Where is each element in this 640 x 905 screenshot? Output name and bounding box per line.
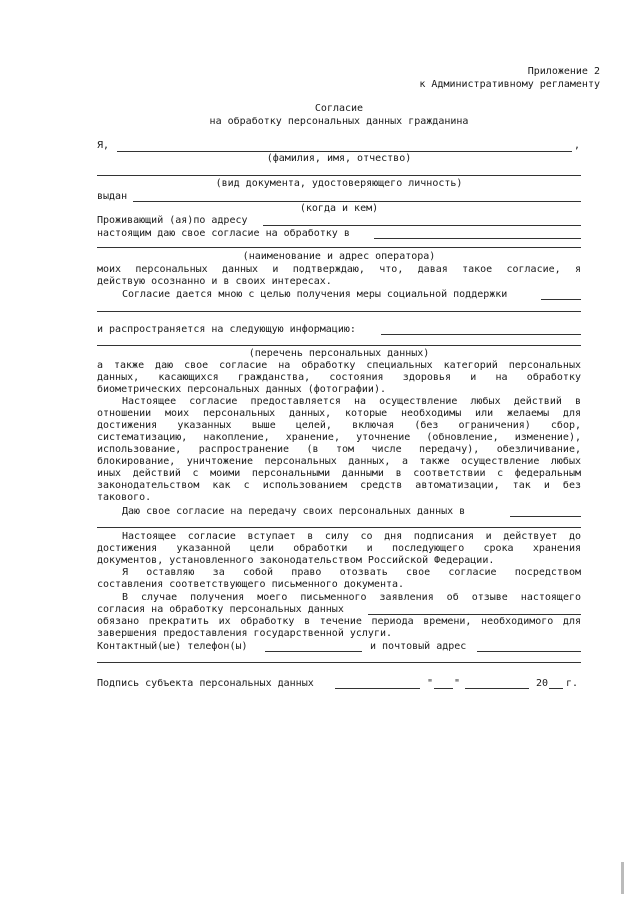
p1-line2: действую осознанно и в своих интересах.	[97, 276, 332, 287]
p6-line1: В случае получения моего письменного заявления об отзыве настоящего	[122, 592, 581, 603]
signature-label: Подпись субъекта персональных данных	[97, 678, 314, 689]
p5-line2: составления соответствующего письменного документа.	[97, 579, 405, 590]
p6-line4: завершения предоставления государственной услуги.	[97, 628, 393, 639]
operator-caption: (наименование и адрес оператора)	[242, 251, 436, 262]
purpose-field[interactable]	[541, 299, 581, 300]
ya-comma: ,	[574, 140, 581, 151]
fio-caption: (фамилия, имя, отчество)	[266, 153, 412, 164]
p3-line4: систематизацию, накопление, хранение, уточнение (обновление, изменение),	[97, 432, 581, 443]
year-field[interactable]	[549, 688, 563, 689]
address-field[interactable]	[263, 225, 581, 226]
p3-line7: иных действий с моими персональными данными в соответствии с федеральным	[97, 468, 581, 479]
appendix-reference: к Административному регламенту	[419, 79, 600, 90]
signature-field[interactable]	[335, 688, 420, 689]
day-field[interactable]	[434, 688, 453, 689]
info-field[interactable]	[381, 334, 581, 335]
issued-field[interactable]	[133, 201, 581, 202]
purpose-text: Согласие дается мною с целью получения меры социальной поддержки	[122, 289, 508, 300]
consent-to-label: настоящим даю свое согласие на обработку в	[97, 228, 350, 239]
postal-field-line2[interactable]	[97, 662, 581, 663]
document-field[interactable]	[97, 175, 581, 176]
extends-label: и распространяется на следующую информацию:	[97, 324, 356, 335]
appendix-number: Приложение 2	[527, 66, 600, 77]
p4-line3: документов, установленного законодательством Российской Федерации.	[97, 555, 495, 566]
list-caption: (перечень персональных данных)	[248, 348, 430, 359]
phone-field[interactable]	[265, 651, 362, 652]
recipient-field[interactable]	[368, 614, 581, 615]
p3-line5: использование, распространение (в том числе передачу), обезличивание,	[97, 444, 581, 455]
postal-label: и почтовый адрес	[370, 641, 467, 652]
address-label: Проживающий (ая)по адресу	[97, 215, 248, 226]
fio-field[interactable]	[117, 151, 572, 152]
purpose-field-line2[interactable]	[97, 311, 581, 312]
scan-edge-mark	[621, 862, 624, 894]
postal-field[interactable]	[477, 651, 581, 652]
transfer-text: Даю свое согласие на передачу своих персональных данных в	[122, 506, 466, 517]
p4-line2: достижения указанной цели обработки и последующего срока хранения	[97, 543, 581, 554]
p5-line1: Я оставляю за собой право отозвать свое согласие посредством	[122, 567, 581, 578]
document-title: Согласие	[314, 103, 364, 114]
document-subtitle: на обработку персональных данных гражданина	[209, 116, 469, 127]
p2-line1: а также даю свое согласие на обработку специальных категорий персональных	[97, 360, 581, 371]
date-quote-close: "	[454, 678, 461, 689]
year-prefix: 20	[536, 678, 549, 689]
p3-line8: законодательством как с использованием средств автоматизации, так и без	[97, 480, 581, 491]
p6-line2: согласия на обработку персональных данных	[97, 604, 344, 615]
operator-field[interactable]	[374, 238, 581, 239]
info-field-line2[interactable]	[97, 345, 581, 346]
issued-caption: (когда и кем)	[299, 203, 379, 214]
document-caption: (вид документа, удостоверяющего личность)	[215, 178, 463, 189]
p6-line3: обязано прекратить их обработку в течение периода времени, необходимого для	[97, 616, 581, 627]
transfer-field[interactable]	[510, 516, 581, 517]
operator-field-line2[interactable]	[97, 247, 581, 248]
p3-line3: достижения указанных выше целей, включая (без ограничения) сбор,	[97, 420, 581, 431]
p2-line3: биометрических персональных данных (фотографии).	[97, 384, 386, 395]
year-suffix: г.	[566, 678, 579, 689]
p1-line1: моих персональных данных и подтверждаю, что, давая такое согласие, я	[97, 264, 581, 275]
month-field[interactable]	[465, 688, 529, 689]
p3-line6: блокирование, уничтожение персональных данных, а также осуществление любых	[97, 456, 581, 467]
issued-label: выдан	[97, 191, 128, 202]
p4-line1: Настоящее согласие вступает в силу со дня подписания и действует до	[122, 531, 581, 542]
phone-label: Контактный(ые) телефон(ы)	[97, 641, 248, 652]
p2-line2: данных, касающихся гражданства, состояния здоровья и на обработку	[97, 372, 581, 383]
p3-line2: отношении моих персональных данных, которые необходимы или желаемы для	[97, 408, 581, 419]
ya-label: Я,	[97, 140, 110, 151]
date-quote-open: "	[427, 678, 434, 689]
transfer-field-line2[interactable]	[97, 527, 581, 528]
p3-line9: такового.	[97, 492, 152, 503]
p3-line1: Настоящее согласие предоставляется на осуществление любых действий в	[122, 396, 581, 407]
